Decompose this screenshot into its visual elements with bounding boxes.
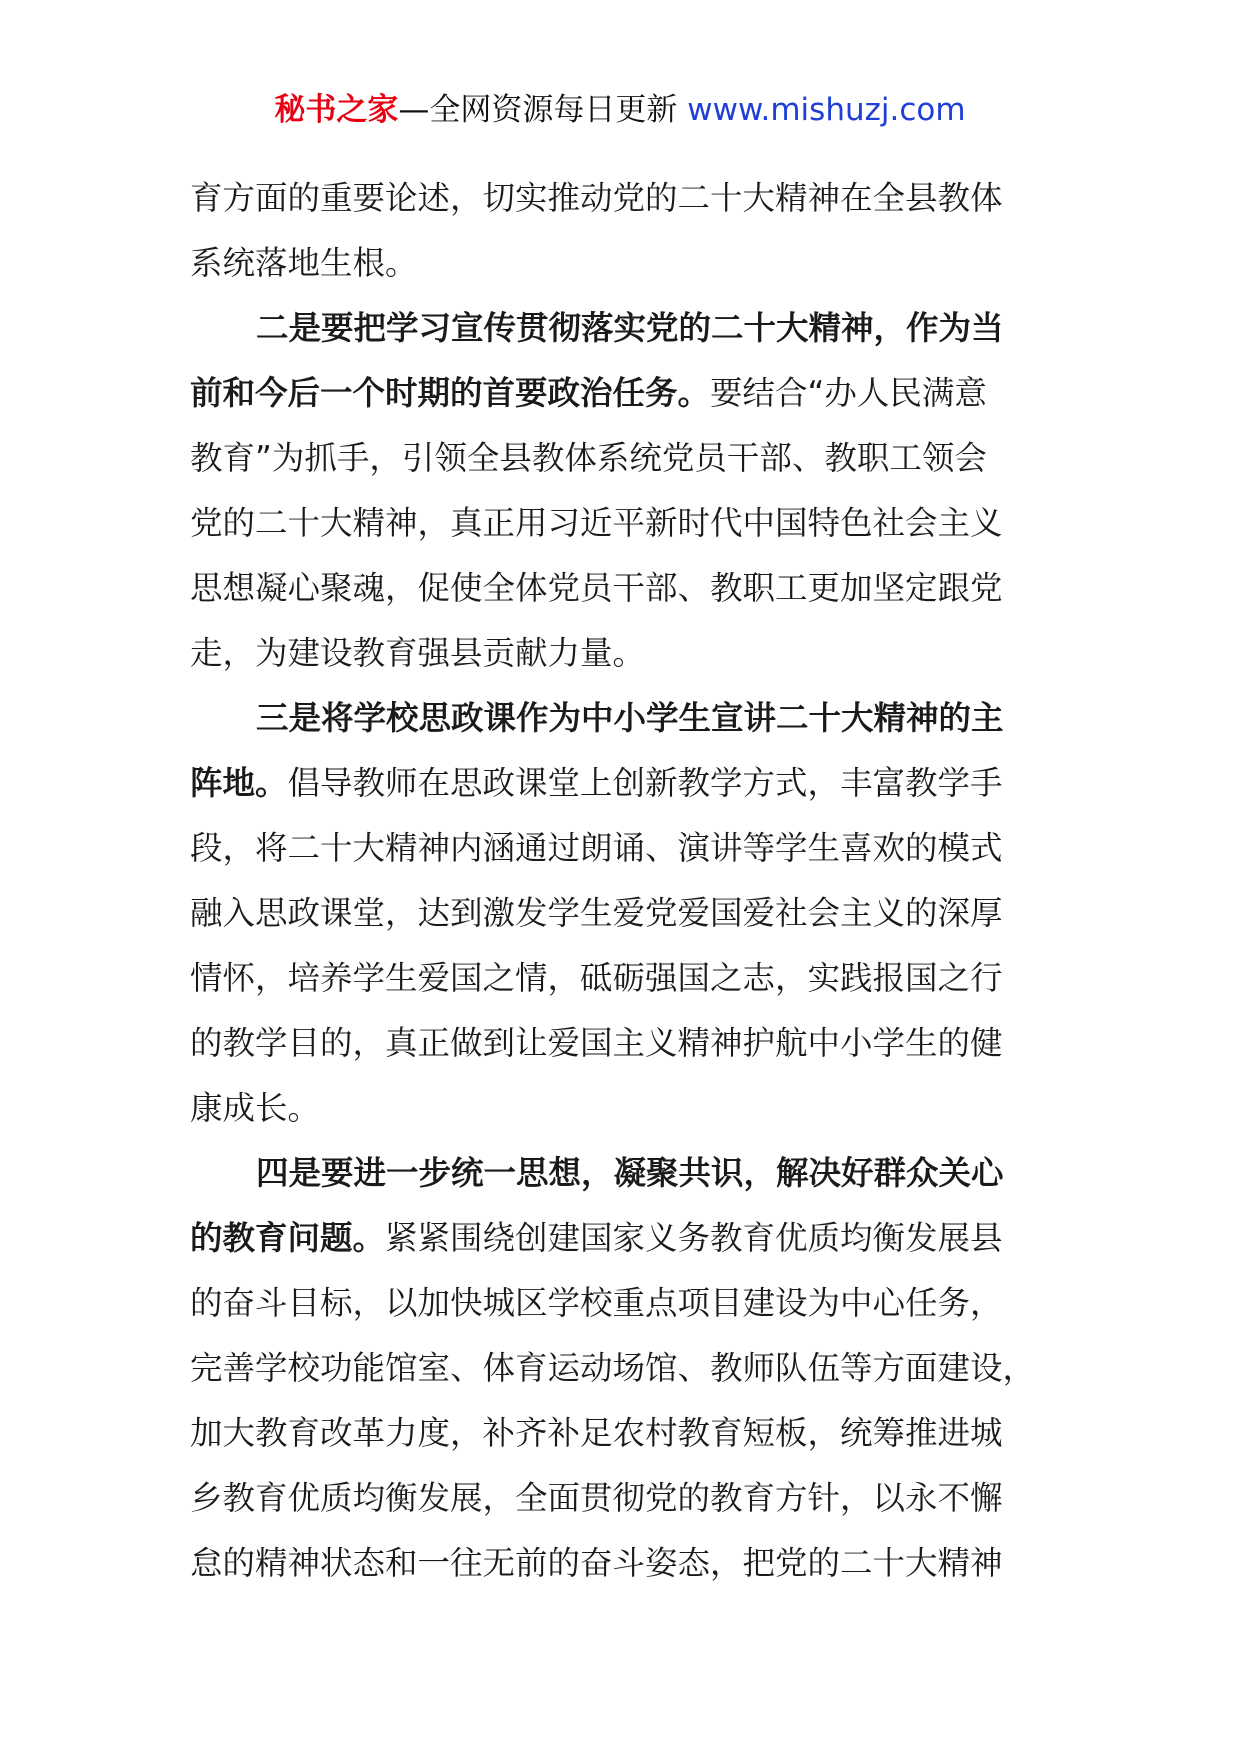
text-line: [190, 881, 1050, 946]
body-text: 段，将二十大精神内涵通过朗诵、演讲等学生喜欢的模式: [190, 829, 1003, 867]
bold-heading-text: 的教育问题。: [190, 1219, 386, 1257]
bold-heading-text: 四是要进一步统一思想，凝聚共识，解决好群众关心: [256, 1154, 1004, 1192]
body-text: 乡教育优质均衡发展，全面贯彻党的教育方针，以永不懈: [190, 1479, 1003, 1517]
text-line: [190, 556, 1050, 621]
text-line: [190, 1011, 1050, 1076]
bold-heading-text: 前和今后一个时期的首要政治任务。: [190, 374, 711, 412]
bold-heading-text: 阵地。: [190, 764, 288, 802]
text-line: [190, 426, 1050, 491]
text-line: [190, 1336, 1050, 1401]
body-text: 的奋斗目标，以加快城区学校重点项目建设为中心任务，: [190, 1284, 1003, 1322]
body-text: 育方面的重要论述，切实推动党的二十大精神在全县教体: [190, 179, 1003, 217]
body-text: 教育”为抓手，引领全县教体系统党员干部、教职工领会: [190, 439, 987, 477]
text-line: [190, 1076, 1050, 1141]
body-text: 系统落地生根。: [190, 244, 418, 282]
body-text: 倡导教师在思政课堂上创新教学方式，丰富教学手: [287, 764, 1003, 802]
text-line: [190, 166, 1050, 231]
text-line: [190, 296, 1050, 361]
text-line: [190, 1206, 1050, 1271]
body-text: 的教学目的，真正做到让爱国主义精神护航中小学生的健: [190, 1024, 1003, 1062]
body-text: 思想凝心聚魂，促使全体党员干部、教职工更加坚定跟党: [190, 569, 1003, 607]
site-url: www.mishuzj.com: [687, 92, 966, 128]
body-text: 加大教育改革力度，补齐补足农村教育短板，统筹推进城: [190, 1414, 1003, 1452]
header-tagline: —全网资源每日更新: [398, 92, 688, 128]
body-text: 康成长。: [190, 1089, 321, 1127]
document-body: [190, 166, 1050, 1596]
body-text: 完善学校功能馆室、体育运动场馆、教师队伍等方面建设，: [190, 1349, 1036, 1387]
text-line: [190, 491, 1050, 556]
text-line: [190, 751, 1050, 816]
body-text: 党的二十大精神，真正用习近平新时代中国特色社会主义: [190, 504, 1003, 542]
body-text: 要结合“办人民满意: [710, 374, 987, 412]
text-line: [190, 816, 1050, 881]
page-header: [0, 88, 1240, 132]
body-text: 紧紧围绕创建国家义务教育优质均衡发展县: [385, 1219, 1003, 1257]
body-text: 走，为建设教育强县贡献力量。: [190, 634, 646, 672]
bold-heading-text: 二是要把学习宣传贯彻落实党的二十大精神，作为当: [256, 309, 1004, 347]
body-text: 融入思政课堂，达到激发学生爱党爱国爱社会主义的深厚: [190, 894, 1003, 932]
text-line: [190, 231, 1050, 296]
text-line: [190, 686, 1050, 751]
bold-heading-text: 三是将学校思政课作为中小学生宣讲二十大精神的主: [256, 699, 1004, 737]
text-line: [190, 1531, 1050, 1596]
brand-name: 秘书之家: [274, 92, 399, 128]
text-line: [190, 1271, 1050, 1336]
text-line: [190, 1141, 1050, 1206]
text-line: [190, 621, 1050, 686]
text-line: [190, 1401, 1050, 1466]
text-line: [190, 1466, 1050, 1531]
text-line: [190, 361, 1050, 426]
text-line: [190, 946, 1050, 1011]
body-text: 怠的精神状态和一往无前的奋斗姿态，把党的二十大精神: [190, 1544, 1003, 1582]
body-text: 情怀，培养学生爱国之情，砥砺强国之志，实践报国之行: [190, 959, 1003, 997]
